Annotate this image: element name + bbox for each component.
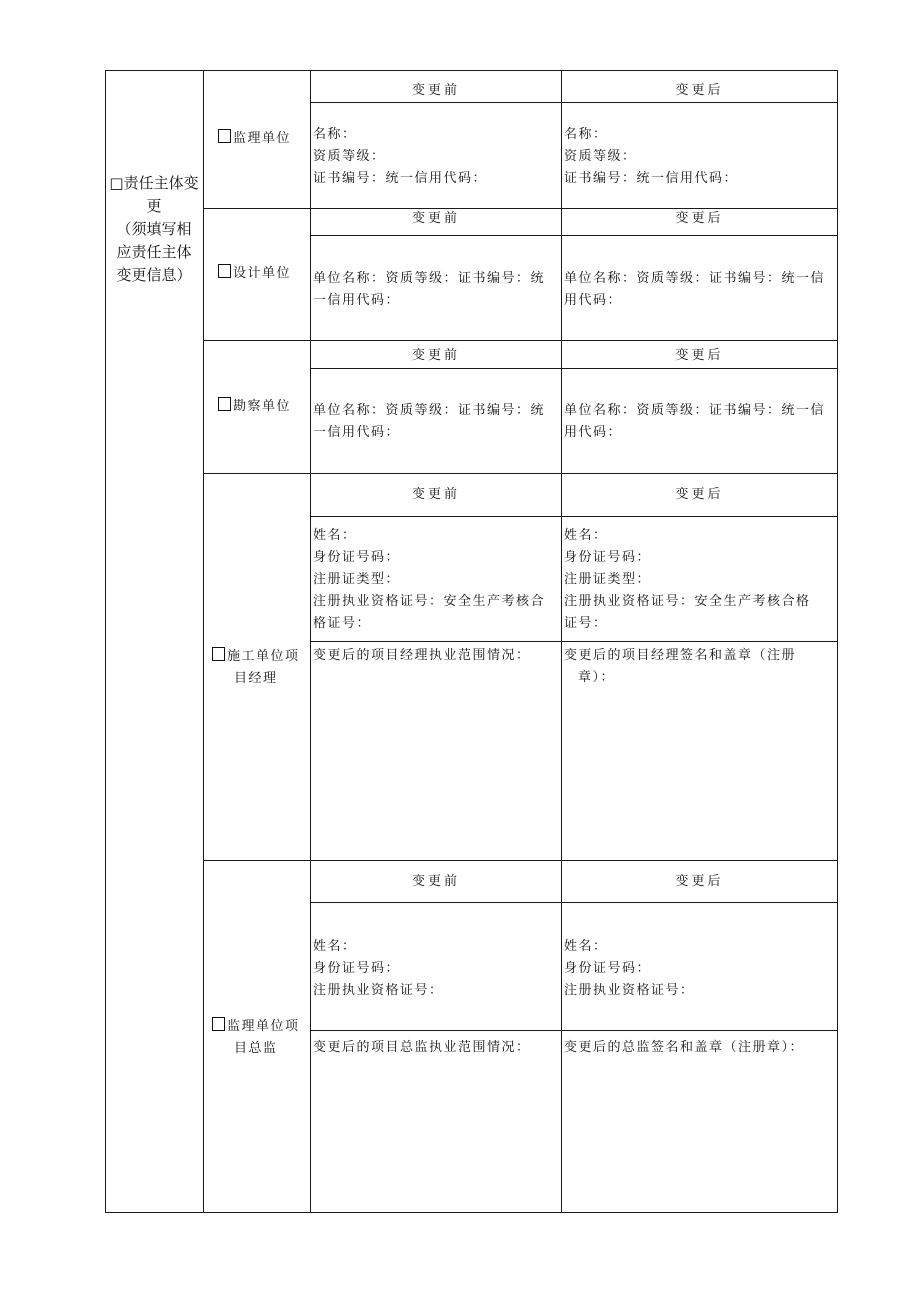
field-license: 注册执业资格证号： [564, 983, 695, 998]
supervision-after-fields [564, 124, 738, 190]
design-after-fields [564, 268, 825, 312]
supervision-unit-checkbox[interactable] [218, 129, 231, 143]
main-label-line-3: （须填写相 [116, 220, 192, 238]
supervision-chief-before-header: 变更前 [411, 874, 460, 889]
supervision-before-header: 变更前 [411, 83, 460, 98]
construction-pm-signature-area [564, 645, 796, 689]
field-license-line-2: 证号： [564, 616, 608, 631]
design-unit-checkbox[interactable] [218, 264, 231, 278]
field-name: 名称： [564, 127, 608, 142]
construction-pm-before-fields [313, 525, 545, 635]
construction-pm-scope-label: 变更后的项目经理执业范围情况： [313, 648, 531, 663]
main-label-line-5: 变更信息） [116, 266, 192, 284]
survey-after-fields [564, 400, 825, 444]
signature-line-2: 章）： [578, 670, 616, 685]
design-after-header: 变更后 [675, 211, 724, 226]
field-certificate: 证书编号：统一信用代码： [564, 171, 739, 186]
construction-pm-after-header: 变更后 [675, 487, 724, 502]
supervision-unit-label: 监理单位 [233, 131, 292, 146]
construction-pm-label-line-2: 目经理 [234, 671, 278, 686]
field-certificate: 证书编号：统一信用代码： [313, 171, 488, 186]
responsibility-change-label [106, 172, 202, 287]
supervision-chief-signature-label: 变更后的总监签名和盖章（注册章）： [564, 1040, 805, 1055]
field-license-line-1: 注册执业资格证号：安全生产考核合格 [564, 594, 811, 609]
field-name: 姓名： [564, 939, 608, 954]
field-license: 注册执业资格证号： [313, 983, 444, 998]
design-before-header: 变更前 [411, 211, 460, 226]
design-unit-label: 设计单位 [233, 266, 292, 281]
field-name: 姓名： [564, 528, 608, 543]
supervision-chief-label-line-1: 监理单位项 [227, 1019, 300, 1034]
field-line-1: 单位名称：资质等级：证书编号：统一信 [564, 271, 826, 286]
supervision-chief-option[interactable] [212, 1016, 300, 1060]
design-unit-option[interactable] [218, 263, 291, 285]
signature-line-1: 变更后的项目经理签名和盖章（注册 [564, 648, 797, 663]
field-line-2: 一信用代码： [313, 293, 401, 308]
field-line-1: 单位名称：资质等级：证书编号：统 [313, 403, 546, 418]
field-name: 姓名： [313, 939, 357, 954]
survey-unit-option[interactable] [218, 396, 291, 418]
field-qualification: 资质等级： [564, 149, 637, 164]
field-name: 名称： [313, 127, 357, 142]
supervision-chief-label-line-2: 目总监 [234, 1041, 278, 1056]
field-id-number: 身份证号码： [313, 961, 401, 976]
field-cert-type: 注册证类型： [313, 572, 401, 587]
supervision-chief-before-fields [313, 936, 444, 1002]
field-qualification: 资质等级： [313, 149, 386, 164]
survey-before-header: 变更前 [411, 348, 460, 363]
field-license-line-2: 格证号： [313, 616, 372, 631]
field-name: 姓名： [313, 528, 357, 543]
construction-pm-before-header: 变更前 [411, 487, 460, 502]
supervision-chief-after-header: 变更后 [675, 874, 724, 889]
field-id-number: 身份证号码： [564, 961, 652, 976]
main-label-line-2: 更 [146, 197, 162, 215]
field-line-1: 单位名称：资质等级：证书编号：统一信 [564, 403, 826, 418]
supervision-after-header: 变更后 [675, 83, 724, 98]
field-cert-type: 注册证类型： [564, 572, 652, 587]
supervision-chief-scope-label: 变更后的项目总监执业范围情况： [313, 1040, 531, 1055]
survey-unit-checkbox[interactable] [218, 397, 231, 411]
field-line-1: 单位名称：资质等级：证书编号：统 [313, 271, 546, 286]
field-line-2: 用代码： [564, 425, 623, 440]
supervision-chief-checkbox[interactable] [212, 1017, 225, 1031]
design-before-fields [313, 268, 545, 312]
construction-pm-option[interactable] [212, 646, 300, 690]
field-line-2: 一信用代码： [313, 425, 401, 440]
construction-pm-checkbox[interactable] [212, 647, 225, 661]
construction-pm-label-line-1: 施工单位项 [227, 649, 300, 664]
survey-unit-label: 勘察单位 [233, 399, 292, 414]
supervision-chief-after-fields [564, 936, 695, 1002]
field-license-line-1: 注册执业资格证号：安全生产考核合 [313, 594, 546, 609]
field-id-number: 身份证号码： [313, 550, 401, 565]
construction-pm-after-fields [564, 525, 811, 635]
main-label-line-1: □责任主体变 [109, 174, 199, 192]
survey-after-header: 变更后 [675, 348, 724, 363]
supervision-unit-option[interactable] [218, 128, 291, 150]
supervision-before-fields [313, 124, 487, 190]
field-line-2: 用代码： [564, 293, 623, 308]
field-id-number: 身份证号码： [564, 550, 652, 565]
survey-before-fields [313, 400, 545, 444]
main-label-line-4: 应责任主体 [116, 243, 192, 261]
